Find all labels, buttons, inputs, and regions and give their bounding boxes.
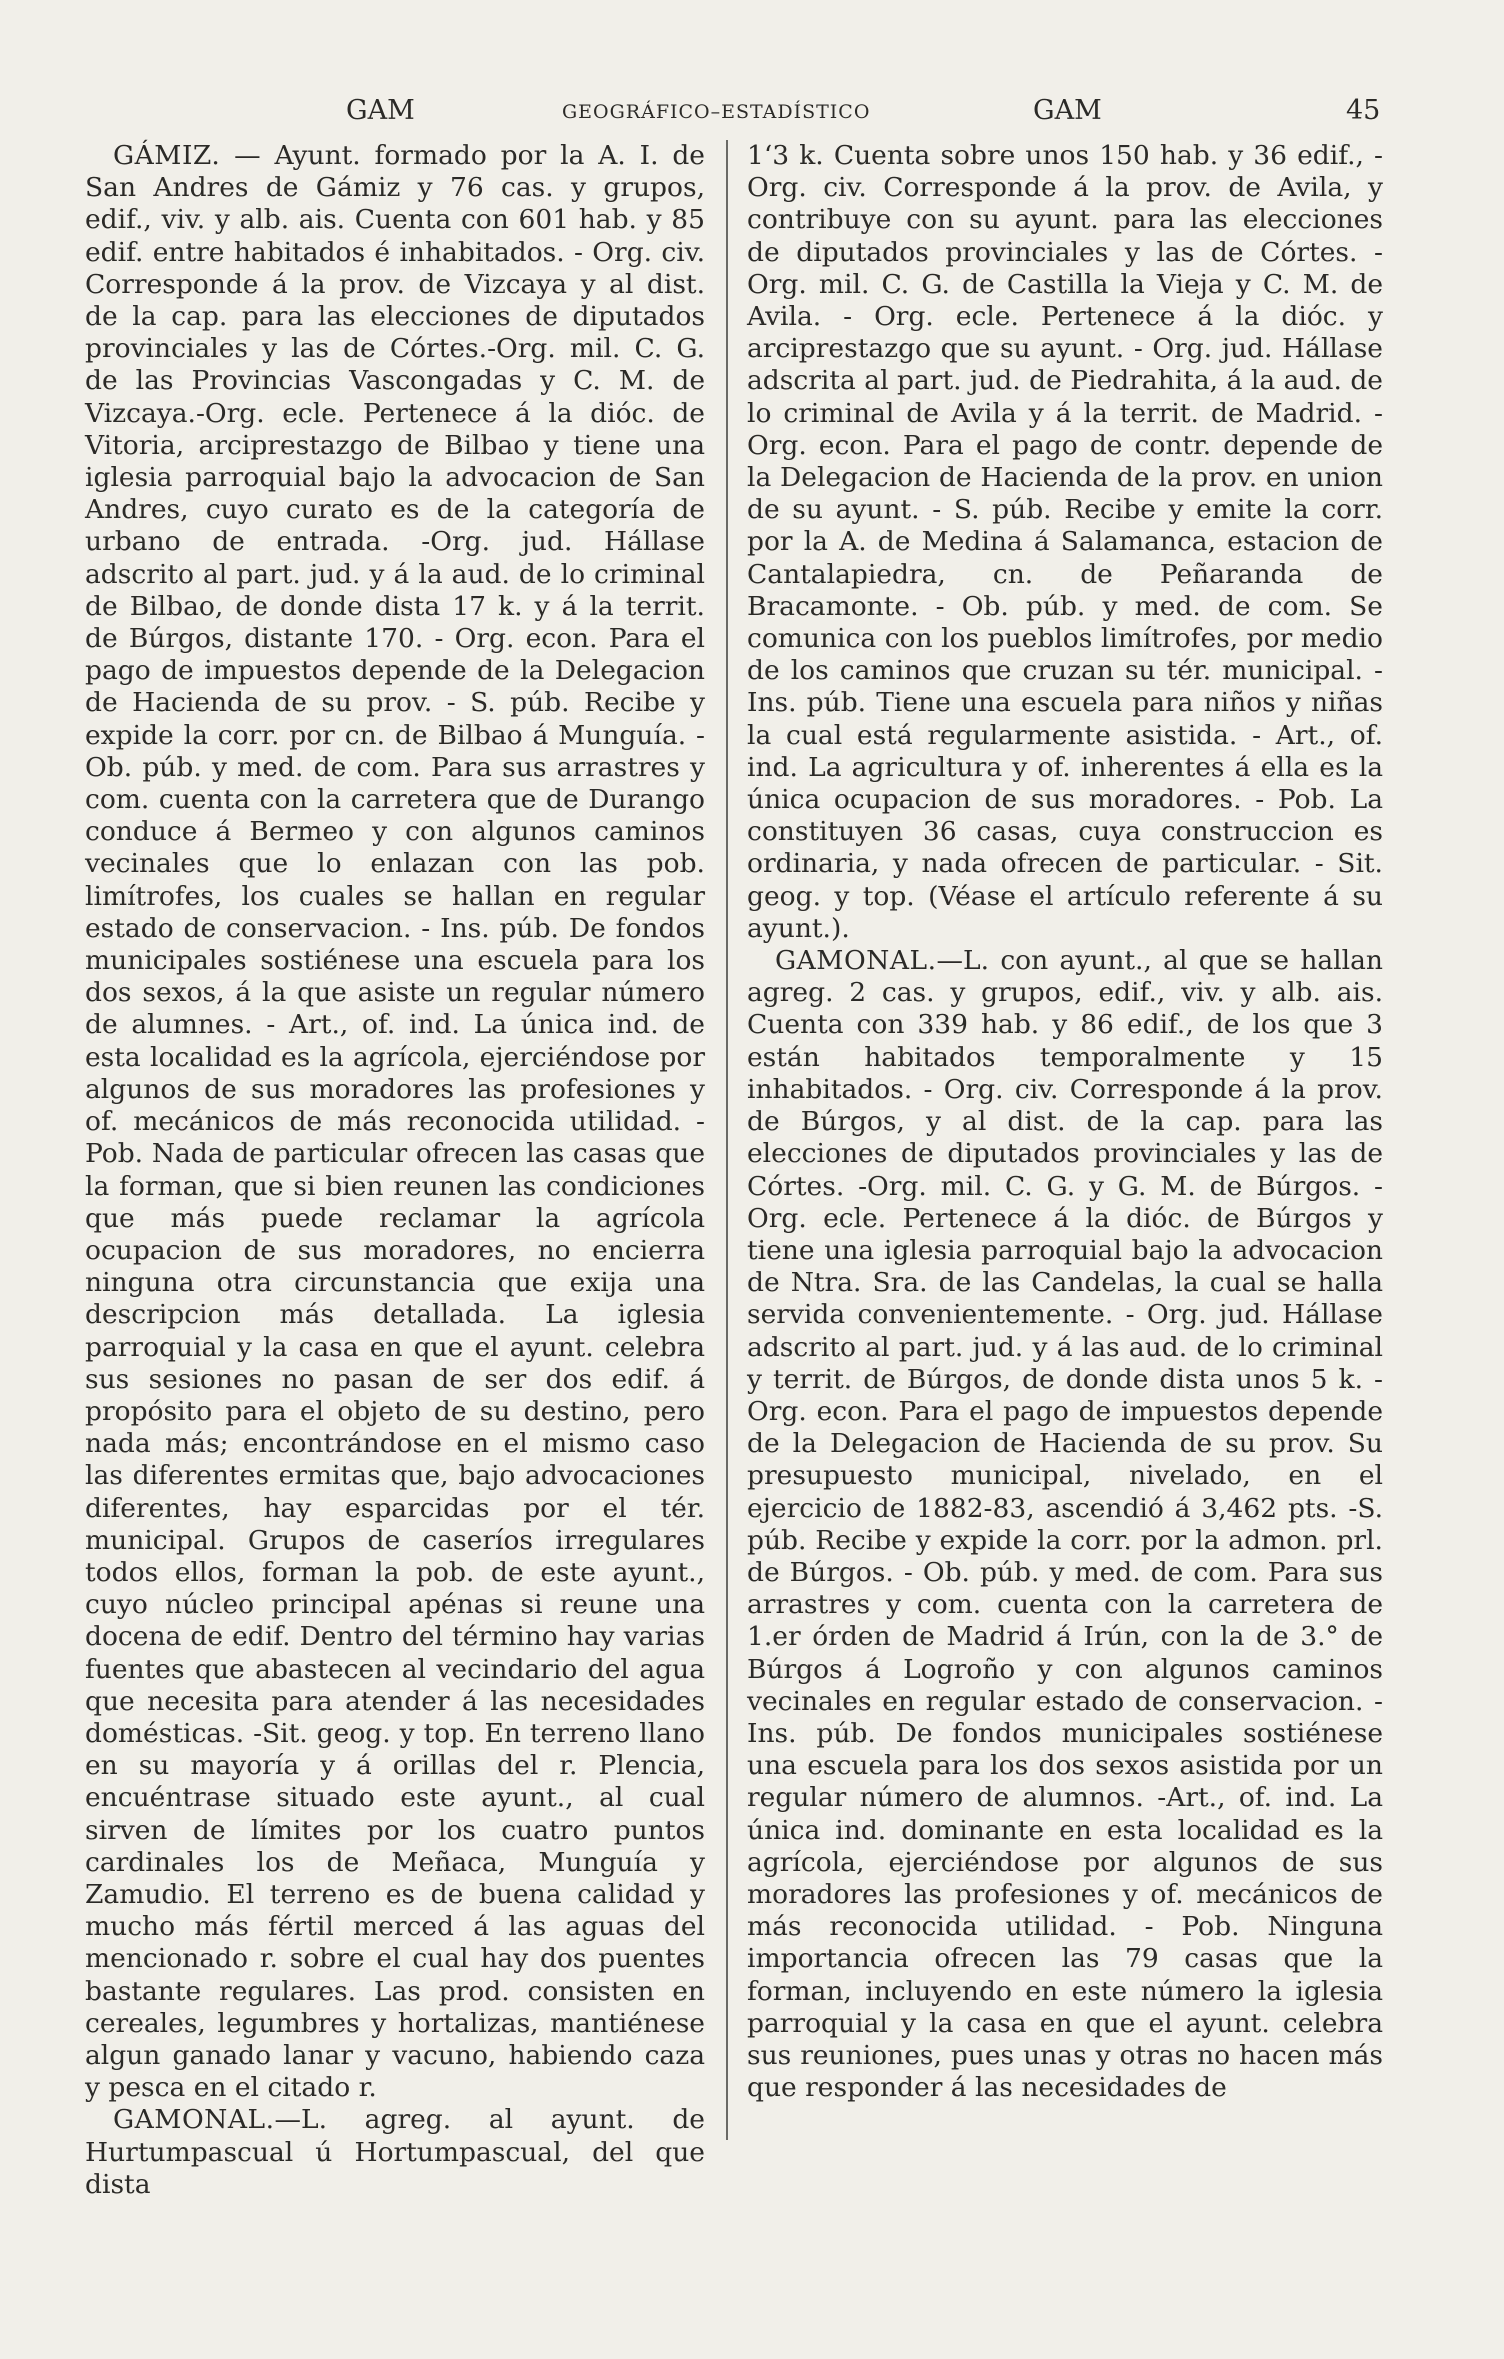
- right-column: [747, 140, 1383, 2104]
- entry-body: —L. agreg. al ayunt. de Hurtumpascual ú Hortumpascual, del que dista: [85, 2104, 705, 2200]
- entry-body: — Ayunt. formado por la A. I. de San Andres de Gámiz y 76 cas. y grupos, edif., viv. y alb. ais. Cuenta con 601 hab. y 85 edif. entre habitados é inhabitados. - Org. civ. Corresponde á la prov. de Vizcaya y al dist. de la cap. para las elecciones de diputados provinciales y las de Córtes.-Org. mil. C. G. de las Provincias Vascongadas y C. M. de Vizcaya.-Org. ecle. Pertenece á la dióc. de Vitoria, arciprestazgo de Bilbao y tiene una iglesia parroquial bajo la advocacion de San Andres, cuyo curato es de la categoría de urbano de entrada. -Org. jud. Hállase adscrito al part. jud. y á la aud. de lo criminal de Bilbao, de donde dista 17 k. y á la territ. de Búrgos, distante 170. - Org. econ. Para el pago de impuestos depende de la Delegacion de Hacienda de su prov. - S. púb. Recibe y expide la corr. por cn. de Bilbao á Munguía. - Ob. púb. y med. de com. Para sus arrastres y com. cuenta con la carretera que de Durango conduce á Bermeo y con algunos caminos vecinales que lo enlazan con las pob. limítrofes, los cuales se hallan en regular estado de conservacion. - Ins. púb. De fondos municipales sostiénese una escuela para los dos sexos, á la que asiste un regular número de alumnes. - Art., of. ind. La única ind. de esta localidad es la agrícola, ejerciéndose por algunos de sus moradores las profesiones y of. mecánicos de más reconocida utilidad. - Pob. Nada de particular ofrecen las casas que la forman, que si bien reunen las condiciones que más puede reclamar la agrícola ocupacion de sus moradores, no encierra ninguna otra circunstancia que exija una descripcion más detallada. La iglesia parroquial y la casa en que el ayunt. celebra sus sesiones no pasan de ser dos edif. á propósito para el objeto de su destino, pero nada más; encontrándose en el mismo caso las diferentes ermitas que, bajo advocaciones diferentes, hay esparcidas por el tér. municipal. Grupos de caseríos irregulares todos ellos, forman la pob. de este ayunt., cuyo núcleo principal apénas si reune una docena de edif. Dentro del término hay varias fuentes que abastecen al vecindario del agua que necesita para atender á las necesidades domésticas. -Sit. geog. y top. En terreno llano en su mayoría y á orillas del r. Plencia, encuéntrase situado este ayunt., al cual sirven de límites por los cuatro puntos cardinales los de Meñaca, Munguía y Zamudio. El terreno es de buena calidad y mucho más fértil merced á las aguas del mencionado r. sobre el cual hay dos puentes bastante regulares. Las prod. consisten en cereales, legumbres y hortalizas, mantiénese algun ganado lanar y vacuno, habiendo caza y pesca en el citado r.: [85, 140, 705, 2104]
- entry-headword: GÁMIZ.: [113, 140, 221, 171]
- entry-gamiz: [85, 140, 705, 2104]
- entry-body: —L. con ayunt., al que se hallan agreg. 2 cas. y grupos, edif., viv. y alb. ais. Cuenta con 339 hab. y 86 edif., de los que 3 están habitados temporalmente y 15 inhabitados. - Org. civ. Corresponde á la prov. de Búrgos, y al dist. de la cap. para las elecciones de diputados provinciales y las de Córtes. -Org. mil. C. G. y G. M. de Búrgos. - Org. ecle. Pertenece á la dióc. de Búrgos y tiene una iglesia parroquial bajo la advocacion de Ntra. Sra. de las Candelas, la cual se halla servida convenientemente. - Org. jud. Hállase adscrito al part. jud. y á las aud. de lo criminal y territ. de Búrgos, de donde dista unos 5 k. - Org. econ. Para el pago de impuestos depende de la Delegacion de Hacienda de su prov. Su presupuesto municipal, nivelado, en el ejercicio de 1882-83, ascendió á 3,462 pts. -S. púb. Recibe y expide la corr. por la admon. prl. de Búrgos. - Ob. púb. y med. de com. Para sus arrastres y com. cuenta con la carretera de 1.er órden de Madrid á Irún, con la de 3.° de Búrgos á Logroño y con algunos caminos vecinales en regular estado de conservacion. - Ins. púb. De fondos municipales sostiénese una escuela para los dos sexos asistida por un regular número de alumnos. -Art., of. ind. La única ind. dominante en esta localidad es la agrícola, ejerciéndose por algunos de sus moradores las profesiones y of. mecánicos de más reconocida utilidad. - Pob. Ninguna importancia ofrecen las 79 casas que la forman, incluyendo en este número la iglesia parroquial y la casa en que el ayunt. celebra sus reuniones, pues unas y otras no hacen más que responder á las necesidades de: [747, 945, 1383, 2104]
- page-number: 45: [1346, 95, 1381, 126]
- left-column: [85, 140, 705, 2201]
- running-header: [0, 95, 1504, 135]
- header-right-word: GAM: [1033, 95, 1102, 126]
- entry-gamonal-2: [747, 945, 1383, 2104]
- column-divider: [726, 140, 728, 2140]
- entry-body: 1‘3 k. Cuenta sobre unos 150 hab. y 36 edif., -Org. civ. Corresponde á la prov. de Avila, y contribuye con su ayunt. para las elecciones de diputados provinciales y las de Córtes. -Org. mil. C. G. de Castilla la Vieja y C. M. de Avila. - Org. ecle. Pertenece á la dióc. y arciprestazgo que su ayunt. - Org. jud. Hállase adscrita al part. jud. de Piedrahita, á la aud. de lo criminal de Avila y á la territ. de Madrid. - Org. econ. Para el pago de contr. depende de la Delegacion de Hacienda de la prov. en union de su ayunt. - S. púb. Recibe y emite la corr. por la A. de Medina á Salamanca, estacion de Cantalapiedra, cn. de Peñaranda de Bracamonte. - Ob. púb. y med. de com. Se comunica con los pueblos limítrofes, por medio de los caminos que cruzan su tér. municipal. - Ins. púb. Tiene una escuela para niños y niñas la cual está regularmente asistida. - Art., of. ind. La agricultura y of. inherentes á ella es la única ocupacion de sus moradores. - Pob. La constituyen 36 casas, cuya construccion es ordinaria, y nada ofrecen de particular. - Sit. geog. y top. (Véase el artículo referente á su ayunt.).: [747, 140, 1383, 944]
- entry-headword: GAMONAL.: [775, 945, 937, 977]
- entry-headword: GAMONAL.: [113, 2104, 275, 2136]
- header-center-title: GEOGRÁFICO–ESTADÍSTICO: [562, 101, 871, 123]
- entry-gamonal-1: [85, 2104, 705, 2201]
- header-left-word: GAM: [346, 95, 415, 126]
- entry-gamonal-1-continued: [747, 140, 1383, 945]
